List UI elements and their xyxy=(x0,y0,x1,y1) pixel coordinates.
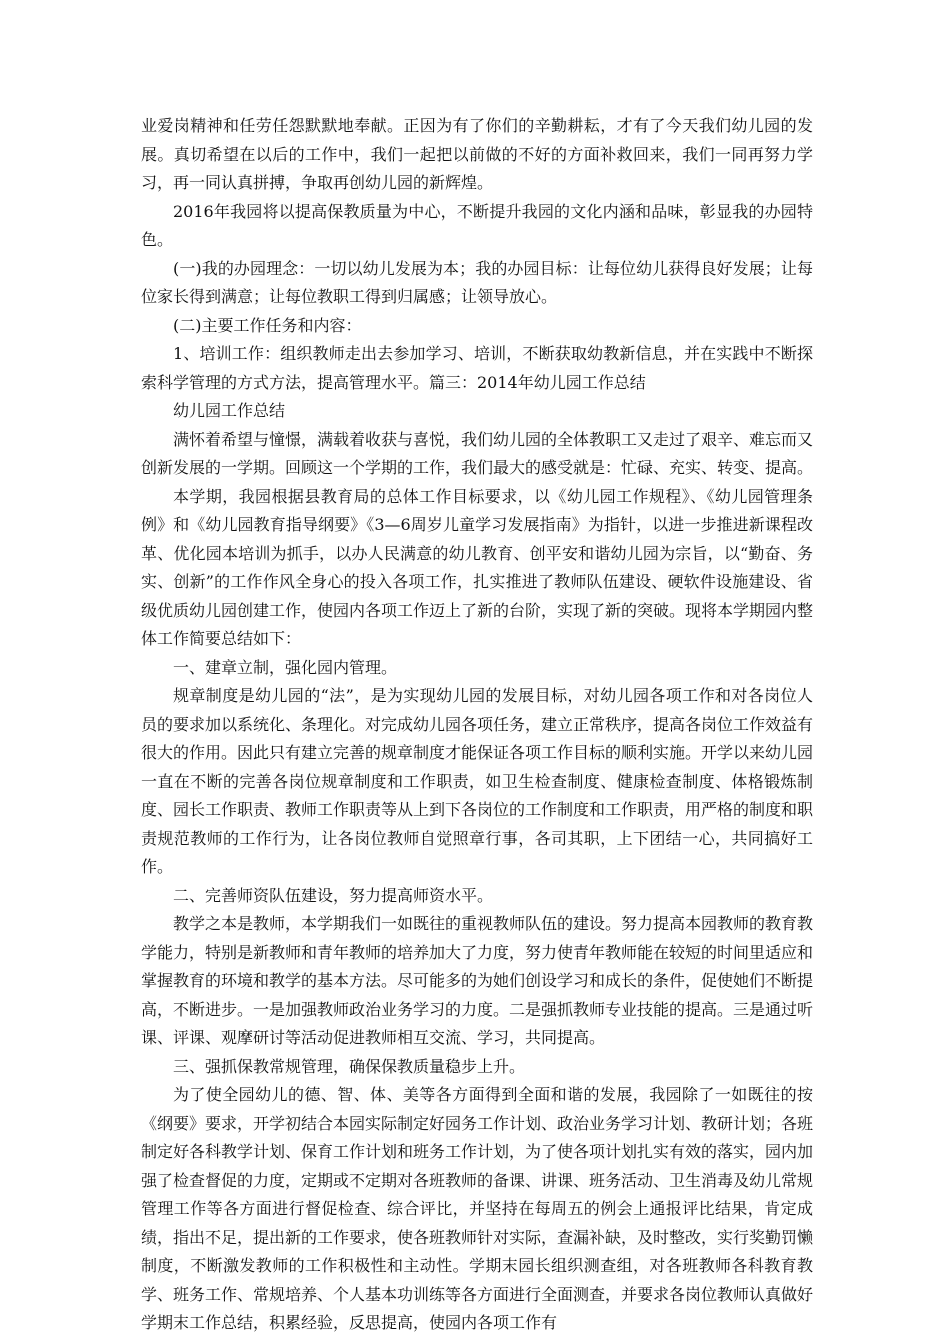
heading-quality: 三、强抓保教常规管理，确保保教质量稳步上升。 xyxy=(173,1056,526,1076)
heading-rules: 一、建章立制，强化园内管理。 xyxy=(173,657,398,677)
paragraph-training: 1、培训工作：组织教师走出去参加学习、培训，不断获取幼教新信息，并在实践中不断探索科学管理的方式方法，提高管理水平。篇三：2014年幼儿园工作总结 xyxy=(141,344,813,392)
heading-teachers: 二、完善师资队伍建设，努力提高师资水平。 xyxy=(173,885,494,905)
paragraph-intro: 满怀着希望与憧憬，满载着收获与喜悦，我们幼儿园的全体教职工又走过了艰辛、难忘而又创新发展的一学期。回顾这一个学期的工作，我们最大的感受就是：忙碌、充实、转变、提高。 xyxy=(141,429,814,477)
paragraph-rules: 规章制度是幼儿园的“法”，是为实现幼儿园的发展目标，对幼儿园各项工作和对各岗位人员的要求加以系统化、条理化。对完成幼儿园各项任务，建立正常秩序，提高各岗位工作效益有很大的作用。因此只有建立完善的规章制度才能保证各项工作目标的顺利实施。开学以来幼儿园一直在不断的完善各岗位规章制度和工作职责，如卫生检查制度、健康检查制度、体格锻炼制度、园长工作职责、教师工作职责等从上到下各岗位的工作制度和工作职责，用严格的制度和职责规范教师的工作行为，让各岗位教师自觉照章行事，各司其职，上下团结一心，共同搞好工作。 xyxy=(141,686,814,876)
paragraph-2016-plan: 2016年我园将以提高保教质量为中心，不断提升我园的文化内涵和品味，彰显我的办园特色。 xyxy=(141,201,813,249)
paragraph-main-tasks-heading: (二)主要工作任务和内容： xyxy=(173,315,362,335)
paragraph-continuation: 业爱岗精神和任劳任怨默默地奉献。正因为有了你们的辛勤耕耘，才有了今天我们幼儿园的发展。真切希望在以后的工作中，我们一起把以前做的不好的方面补救回来，我们一同再努力学习，再一同认真拼搏，争取再创幼儿园的新辉煌。 xyxy=(141,116,813,192)
paragraph-semester-overview: 本学期，我园根据县教育局的总体工作目标要求，以《幼儿园工作规程》、《幼儿园管理条例》和《幼儿园教育指导纲要》《3—6周岁儿童学习发展指南》为指针，以进一步推进新课程改革、优化园本培训为抓手，以办人民满意的幼儿教育、创平安和谐幼儿园为宗旨，以“勤奋、务实、创新”的工作作风全身心的投入各项工作，扎实推进了教师队伍建设、硬软件设施建设、省级优质幼儿园创建工作，使园内各项工作迈上了新的台阶，实现了新的突破。现将本学期园内整体工作简要总结如下： xyxy=(141,486,814,648)
document-page xyxy=(141,112,813,1338)
section-title: 幼儿园工作总结 xyxy=(173,401,286,420)
paragraph-philosophy: (一)我的办园理念：一切以幼儿发展为本；我的办园目标：让每位幼儿获得良好发展；让每位家长得到满意；让每位教职工得到归属感；让领导放心。 xyxy=(141,258,813,306)
paragraph-teachers: 教学之本是教师，本学期我们一如既往的重视教师队伍的建设。努力提高本园教师的教育教学能力，特别是新教师和青年教师的培养加大了力度，努力使青年教师能在较短的时间里适应和掌握教育的环境和教学的基本方法。尽可能多的为她们创设学习和成长的条件，促使她们不断提高，不断进步。一是加强教师政治业务学习的力度。二是强抓教师专业技能的提高。三是通过听课、评课、观摩研讨等活动促进教师相互交流、学习，共同提高。 xyxy=(141,914,814,1047)
paragraph-quality: 为了使全园幼儿的德、智、体、美等各方面得到全面和谐的发展，我园除了一如既往的按《纲要》要求，开学初结合本园实际制定好园务工作计划、政治业务学习计划、教研计划；各班制定好各科教学计划、保育工作计划和班务工作计划，为了使各项计划扎实有效的落实，园内加强了检查督促的力度，定期或不定期对各班教师的备课、讲课、班务活动、卫生消毒及幼儿常规管理工作等各方面进行督促检查、综合评比，并坚持在每周五的例会上通报评比结果，肯定成绩，指出不足，提出新的工作要求，使各班教师针对实际，查漏补缺，及时整改，实行奖勤罚懒制度，不断激发教师的工作积极性和主动性。学期末园长组织测查组，对各班教师各科教育教学、班务工作、常规培养、个人基本功训练等各方面进行全面测查，并要求各岗位教师认真做好学期末工作总结，积累经验，反思提高，使园内各项工作有 xyxy=(141,1085,814,1332)
